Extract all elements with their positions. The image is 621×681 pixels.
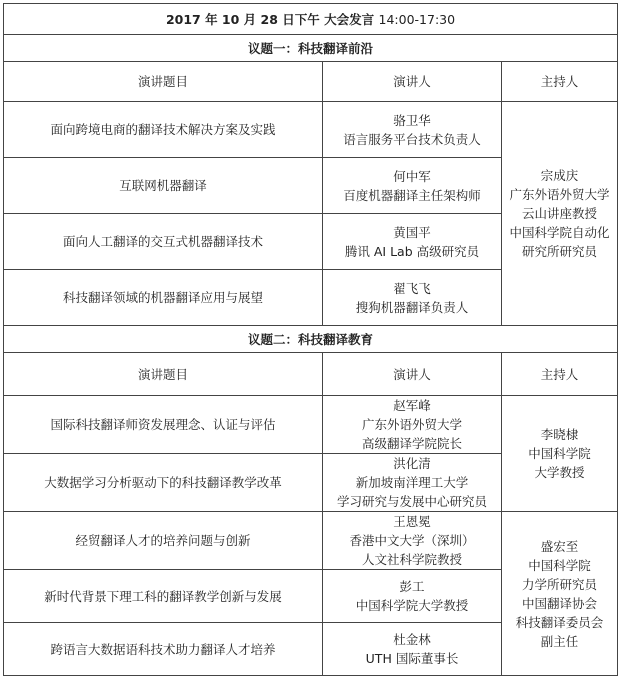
column-header-speaker: 演讲人: [323, 62, 502, 102]
speaker-name: 赵军峰: [393, 398, 431, 413]
speaker-name: 彭工: [399, 579, 425, 594]
talk-speaker: [323, 214, 502, 270]
column-header-speaker: 演讲人: [323, 353, 502, 396]
speaker-name: 何中军: [393, 168, 431, 184]
talk-topic: 面向人工翻译的交互式机器翻译技术: [4, 214, 323, 270]
speaker-name: 翟飞飞: [393, 280, 431, 296]
table-row: [4, 396, 618, 454]
speaker-title: 百度机器翻译主任架构师: [343, 187, 481, 203]
speaker-title: 中国科学院大学教授: [355, 598, 469, 613]
host-title: 大学教授: [534, 465, 585, 480]
talk-speaker: [323, 570, 502, 623]
talk-topic: 跨语言大数据语科技术助力翻译人才培养: [4, 623, 323, 676]
speaker-title: 搜狗机器翻译负责人: [355, 299, 469, 315]
host-title: 广东外语外贸大学: [509, 187, 610, 202]
talk-speaker: [323, 158, 502, 214]
talk-speaker: [323, 623, 502, 676]
session-2-host-1: [502, 396, 618, 512]
talk-speaker: [323, 102, 502, 158]
talk-speaker: [323, 454, 502, 512]
talk-topic: 互联网机器翻译: [4, 158, 323, 214]
talk-topic: 经贸翻译人才的培养问题与创新: [4, 512, 323, 570]
talk-speaker: [323, 270, 502, 326]
speaker-name: 王恩冕: [393, 514, 431, 529]
column-header-topic: 演讲题目: [4, 62, 323, 102]
talk-speaker: [323, 512, 502, 570]
talk-topic: 国际科技翻译师资发展理念、认证与评估: [4, 396, 323, 454]
session-1-header-row: [4, 62, 618, 102]
schedule-title-text: 2017 年 10 月 28 日下午 大会发言: [165, 11, 375, 27]
talk-topic: 大数据学习分析驱动下的科技翻译教学改革: [4, 454, 323, 512]
host-title: 中国科学院: [528, 446, 591, 461]
session-1-host: [502, 102, 618, 326]
speaker-title: 香港中文大学（深圳）: [349, 533, 475, 548]
speaker-title: 腾讯 AI Lab 高级研究员: [344, 243, 480, 259]
session-1-title: 议题一：科技翻译前沿: [4, 35, 618, 62]
speaker-name: 杜金林: [393, 632, 431, 647]
table-row: [4, 102, 618, 158]
host-title: 中国科学院: [528, 557, 591, 573]
talk-speaker: [323, 396, 502, 454]
speaker-title: 学习研究与发展中心研究员: [336, 494, 487, 509]
host-title: 副主任: [540, 633, 579, 649]
speaker-title: 语言服务平台技术负责人: [343, 131, 481, 147]
talk-topic: 科技翻译领域的机器翻译应用与展望: [4, 270, 323, 326]
column-header-host: 主持人: [502, 62, 618, 102]
host-name: 李晓棣: [540, 427, 579, 442]
host-name: 宗成庆: [540, 168, 579, 183]
speaker-name: 黄国平: [393, 224, 431, 240]
column-header-host: 主持人: [502, 353, 618, 396]
host-title: 中国翻译协会: [521, 595, 597, 611]
speaker-name: 洪化清: [393, 456, 431, 471]
host-name: 盛宏至: [540, 538, 579, 554]
host-title: 云山讲座教授: [521, 206, 597, 221]
speaker-name: 骆卫华: [393, 112, 431, 128]
column-header-topic: 演讲题目: [4, 353, 323, 396]
session-2-title: 议题二：科技翻译教育: [4, 326, 618, 353]
schedule-title: [4, 4, 618, 35]
talk-topic: 新时代背景下理工科的翻译教学创新与发展: [4, 570, 323, 623]
host-title: 科技翻译委员会: [515, 614, 604, 630]
speaker-title: 人文社科学院教授: [361, 552, 462, 567]
speaker-title: 广东外语外贸大学: [361, 417, 462, 432]
host-title: 中国科学院自动化: [509, 225, 610, 240]
talk-topic: 面向跨境电商的翻译技术解决方案及实践: [4, 102, 323, 158]
host-title: 研究所研究员: [521, 244, 597, 259]
table-row: [4, 512, 618, 570]
host-title: 力学所研究员: [521, 576, 597, 592]
schedule-time: 14:00-17:30: [378, 11, 456, 27]
session-2-host-2: [502, 512, 618, 676]
conference-schedule-table: [3, 3, 618, 676]
speaker-title: UTH 国际董事长: [365, 651, 459, 666]
speaker-title: 高级翻译学院院长: [361, 436, 462, 451]
session-2-header-row: [4, 353, 618, 396]
speaker-title: 新加坡南洋理工大学: [355, 475, 469, 490]
